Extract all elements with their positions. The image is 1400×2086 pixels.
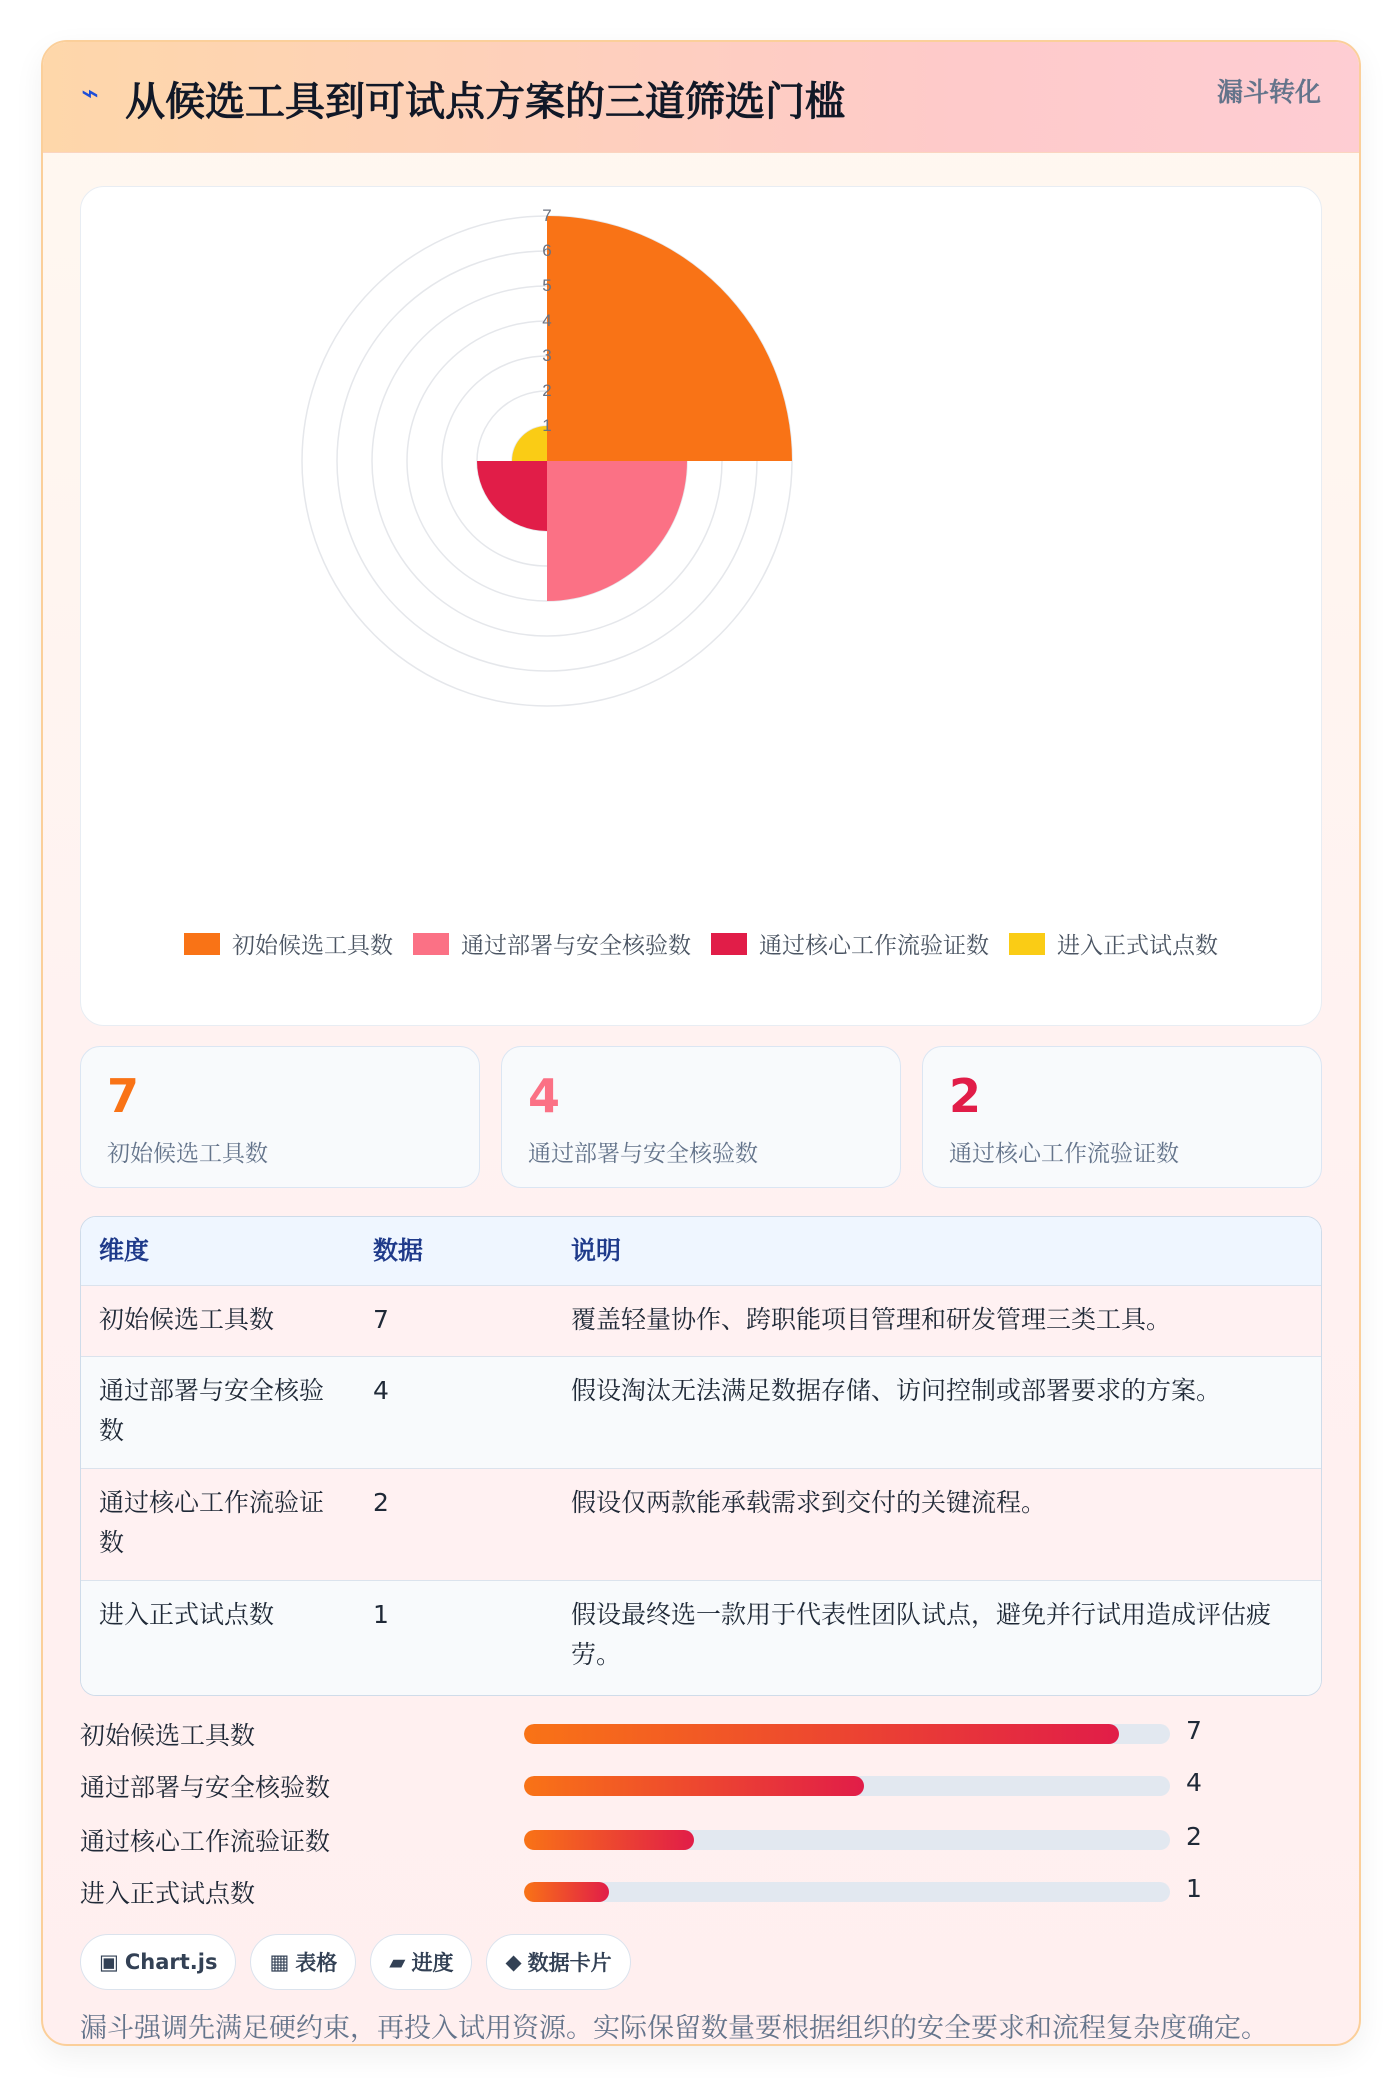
- stat-label: 通过部署与安全核验数: [528, 1141, 758, 1167]
- radial-tick-label: 5: [542, 276, 552, 295]
- polar-wedge: [477, 461, 547, 531]
- legend-swatch: [1009, 933, 1045, 955]
- progress-label: 通过部署与安全核验数: [80, 1773, 331, 1802]
- radial-tick-label: 6: [542, 241, 552, 260]
- table-cell: 4: [373, 1376, 389, 1405]
- chart-icon: ▣: [99, 1950, 119, 1974]
- table-cell: 通过核心工作流验证数: [99, 1488, 325, 1557]
- table-header-row: [81, 1217, 1321, 1285]
- progress-row: [80, 1870, 1320, 1910]
- funnel-card: [41, 40, 1361, 2046]
- progress-value: 7: [1186, 1716, 1202, 1745]
- chip-data-cards[interactable]: [486, 1934, 630, 1990]
- table-cell: 进入正式试点数: [99, 1600, 275, 1629]
- table-cell: 假设淘汰无法满足数据存储、访问控制或部署要求的方案。: [571, 1376, 1222, 1405]
- legend-swatch: [711, 933, 747, 955]
- progress-fill: [524, 1724, 1119, 1744]
- legend-item[interactable]: [711, 927, 989, 960]
- footnote: 漏斗强调先满足硬约束，再投入试用资源。实际保留数量要根据组织的安全要求和流程复杂度确定。: [80, 2013, 1268, 2044]
- stat-value: 7: [107, 1069, 140, 1123]
- progress-label: 初始候选工具数: [80, 1721, 256, 1750]
- chip-chartjs[interactable]: [80, 1934, 236, 1990]
- polar-wedge: [547, 461, 687, 601]
- stat-card: [501, 1046, 901, 1188]
- stat-label: 通过核心工作流验证数: [949, 1141, 1179, 1167]
- table-cell: 初始候选工具数: [99, 1305, 275, 1334]
- chip-label: Chart.js: [124, 1950, 218, 1974]
- radial-tick-label: 3: [542, 346, 552, 365]
- progress-track: [524, 1724, 1170, 1744]
- progress-label: 通过核心工作流验证数: [80, 1827, 331, 1856]
- stat-cards: [80, 1046, 1322, 1188]
- stat-card: [922, 1046, 1322, 1188]
- table-header-cell: 说明: [571, 1236, 622, 1265]
- radial-tick-label: 4: [542, 311, 552, 330]
- chart-legend: [81, 927, 1321, 960]
- legend-label: 通过核心工作流验证数: [759, 933, 989, 959]
- polar-wedge: [547, 216, 792, 461]
- feature-chips: [80, 1934, 631, 1990]
- card-tag: 漏斗转化: [1216, 78, 1321, 108]
- table-cell: 7: [373, 1305, 389, 1334]
- table-row: [81, 1356, 1321, 1469]
- card-title: 从候选工具到可试点方案的三道筛选门槛: [125, 79, 845, 125]
- lightning-icon: ⌁: [81, 76, 100, 111]
- progress-fill: [524, 1882, 609, 1902]
- card-header: [43, 42, 1359, 153]
- chip-label: 表格: [295, 1951, 338, 1975]
- chip-progress[interactable]: [370, 1934, 472, 1990]
- table-cell: 通过部署与安全核验数: [99, 1376, 325, 1445]
- table-cell: 1: [373, 1600, 389, 1629]
- stat-label: 初始候选工具数: [107, 1141, 268, 1167]
- table-cell: 假设仅两款能承载需求到交付的关键流程。: [571, 1488, 1047, 1517]
- data-table: [80, 1216, 1322, 1696]
- chip-label: 数据卡片: [527, 1951, 612, 1975]
- table-cell: 假设最终选一款用于代表性团队试点，避免并行试用造成评估疲劳。: [571, 1600, 1272, 1669]
- legend-label: 进入正式试点数: [1057, 933, 1218, 959]
- progress-row: [80, 1818, 1320, 1858]
- legend-item[interactable]: [184, 927, 393, 960]
- progress-track: [524, 1882, 1170, 1902]
- progress-icon: ▰: [389, 1950, 406, 1974]
- radial-tick-label: 2: [542, 381, 552, 400]
- table-cell: 2: [373, 1488, 389, 1517]
- table-icon: ▦: [269, 1950, 290, 1974]
- table-header-cell: 数据: [373, 1236, 424, 1265]
- chart-panel: [80, 186, 1322, 1026]
- progress-fill: [524, 1830, 694, 1850]
- legend-item[interactable]: [413, 927, 691, 960]
- stat-card: [80, 1046, 480, 1188]
- polar-area-chart: [81, 187, 1321, 907]
- progress-track: [524, 1776, 1170, 1796]
- legend-swatch: [413, 933, 449, 955]
- legend-swatch: [184, 933, 220, 955]
- radial-tick-label: 1: [542, 416, 552, 435]
- table-header-cell: 维度: [99, 1236, 150, 1265]
- progress-fill: [524, 1776, 864, 1796]
- table-row: [81, 1468, 1321, 1581]
- legend-item[interactable]: [1009, 927, 1218, 960]
- progress-value: 1: [1186, 1874, 1202, 1903]
- stat-value: 4: [528, 1069, 561, 1123]
- stat-value: 2: [949, 1069, 982, 1123]
- progress-value: 2: [1186, 1822, 1202, 1851]
- legend-label: 通过部署与安全核验数: [461, 933, 691, 959]
- progress-bars: [80, 1712, 1320, 1922]
- progress-value: 4: [1186, 1768, 1202, 1797]
- table-row: [81, 1580, 1321, 1696]
- chip-table[interactable]: [250, 1934, 356, 1990]
- progress-row: [80, 1712, 1320, 1752]
- radial-tick-label: 7: [542, 206, 552, 225]
- legend-label: 初始候选工具数: [232, 933, 393, 959]
- progress-label: 进入正式试点数: [80, 1879, 256, 1908]
- chip-label: 进度: [411, 1951, 454, 1975]
- table-row: [81, 1285, 1321, 1357]
- progress-track: [524, 1830, 1170, 1850]
- table-cell: 覆盖轻量协作、跨职能项目管理和研发管理三类工具。: [571, 1305, 1172, 1334]
- progress-row: [80, 1764, 1320, 1804]
- diamond-icon: ◆: [505, 1950, 522, 1974]
